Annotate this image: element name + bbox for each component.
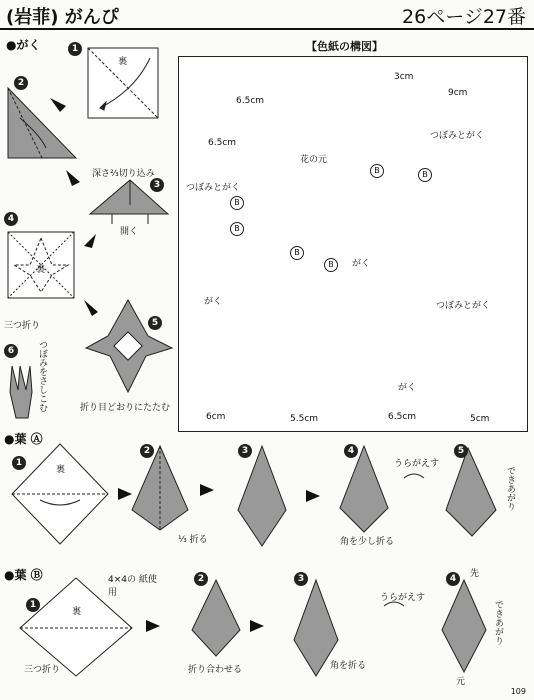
leafA-step-5: 5 xyxy=(454,444,468,458)
step-1: 1 xyxy=(68,42,82,56)
gaku-step2 xyxy=(8,88,76,158)
composition-frame xyxy=(178,56,528,432)
dim-5cm: 5cm xyxy=(470,414,490,424)
gaku-fold3: 三つ折り xyxy=(4,321,41,331)
leafA-done: できあがり xyxy=(505,466,515,511)
leafA-step-4: 4 xyxy=(344,444,358,458)
page-reference: 26ページ27番 xyxy=(402,6,526,28)
leafB-step-2: 2 xyxy=(194,572,208,586)
leafB-match: 折り合わせる xyxy=(188,665,243,675)
b-mark-6: B xyxy=(418,168,432,182)
gaku-step6 xyxy=(10,366,32,418)
cut-note: 深さ⅔切り込み xyxy=(92,169,155,179)
leafA-step-3: 3 xyxy=(238,444,252,458)
arrow-leafA-3 xyxy=(306,490,320,502)
leafB-step-3: 3 xyxy=(294,572,308,586)
dim-6.5cm-c: 6.5cm xyxy=(388,412,417,422)
leafA-corner: 角を少し折る xyxy=(340,537,395,547)
arrow-3 xyxy=(66,170,80,186)
fold-marks-label: 折り目どおりにたたむ xyxy=(80,403,171,413)
section-leafA: ●葉 Ⓐ xyxy=(4,432,43,446)
leafA-step-2: 2 xyxy=(140,444,154,458)
step-3: 3 xyxy=(150,178,164,192)
leafB-done: できあがり xyxy=(493,600,503,645)
dim-3cm: 3cm xyxy=(394,72,414,82)
turn-arrow-A xyxy=(404,474,424,478)
page-number: 109 xyxy=(510,687,526,696)
gaku-step4-ura: 裏 xyxy=(36,265,46,275)
leafB-step-4: 4 xyxy=(446,572,460,586)
leafB-ura: 裏 xyxy=(72,607,82,617)
arrow-leafA-1 xyxy=(118,488,132,500)
b-mark-2: B xyxy=(230,196,244,210)
label-flower-base: 花の元 xyxy=(300,155,328,165)
label-calyx-1: がく xyxy=(352,259,371,269)
label-bud-calyx-2: つぼみとがく xyxy=(186,183,241,193)
label-calyx-2: がく xyxy=(204,297,223,307)
arrow-4 xyxy=(84,234,96,248)
label-bud-calyx-1: つぼみとがく xyxy=(430,131,485,141)
leafB-turn: うらがえす xyxy=(380,593,426,603)
leafB-fold3: 三つ折り xyxy=(24,665,61,675)
step-4: 4 xyxy=(4,212,18,226)
leafA-step-1: 1 xyxy=(12,456,26,470)
page-title: (岩菲) がんぴ xyxy=(6,7,119,28)
dim-6.5cm-a: 6.5cm xyxy=(236,96,265,106)
b-mark-3: B xyxy=(230,222,244,236)
label-calyx-3: がく xyxy=(398,383,417,393)
diagram-title: 【色紙の構図】 xyxy=(306,40,383,53)
leafA-ura: 裏 xyxy=(56,465,66,475)
open-label: 開く xyxy=(120,227,139,237)
step-2: 2 xyxy=(14,76,28,90)
leafB-corner: 角を折る xyxy=(330,661,367,671)
gaku-step5 xyxy=(86,300,172,392)
dim-5.5cm: 5.5cm xyxy=(290,414,319,424)
dim-6.5cm-b: 6.5cm xyxy=(208,138,237,148)
b-mark-4: B xyxy=(290,246,304,260)
step-5: 5 xyxy=(148,316,162,330)
section-gaku: ●がく xyxy=(6,38,41,52)
leafB-step-1: 1 xyxy=(26,598,40,612)
b-mark-5: B xyxy=(324,258,338,272)
arrow-leafA-2 xyxy=(200,484,214,496)
arrow-5 xyxy=(84,300,98,316)
dim-6cm: 6cm xyxy=(206,412,226,422)
leafA-turn: うらがえす xyxy=(394,459,440,469)
leafB-paper: 4×4の 紙使用 xyxy=(108,575,157,598)
section-leafB: ●葉 Ⓑ xyxy=(4,568,43,582)
arrow-2 xyxy=(50,98,66,112)
bud-label: つぼみをさしこむ xyxy=(37,340,47,412)
arrow-leafB-1 xyxy=(146,620,160,632)
leafA-fold-third: ⅓ 折る xyxy=(178,535,208,545)
dim-9cm: 9cm xyxy=(448,88,468,98)
b-mark-1: B xyxy=(370,164,384,178)
leafB-base: 元 xyxy=(456,677,466,687)
label-bud-calyx-3: つぼみとがく xyxy=(436,301,491,311)
arrow-leafB-2 xyxy=(250,620,264,632)
gaku-ura-label: 裏 xyxy=(118,57,128,67)
step-6: 6 xyxy=(4,344,18,358)
leafB-tip: 先 xyxy=(470,569,480,579)
